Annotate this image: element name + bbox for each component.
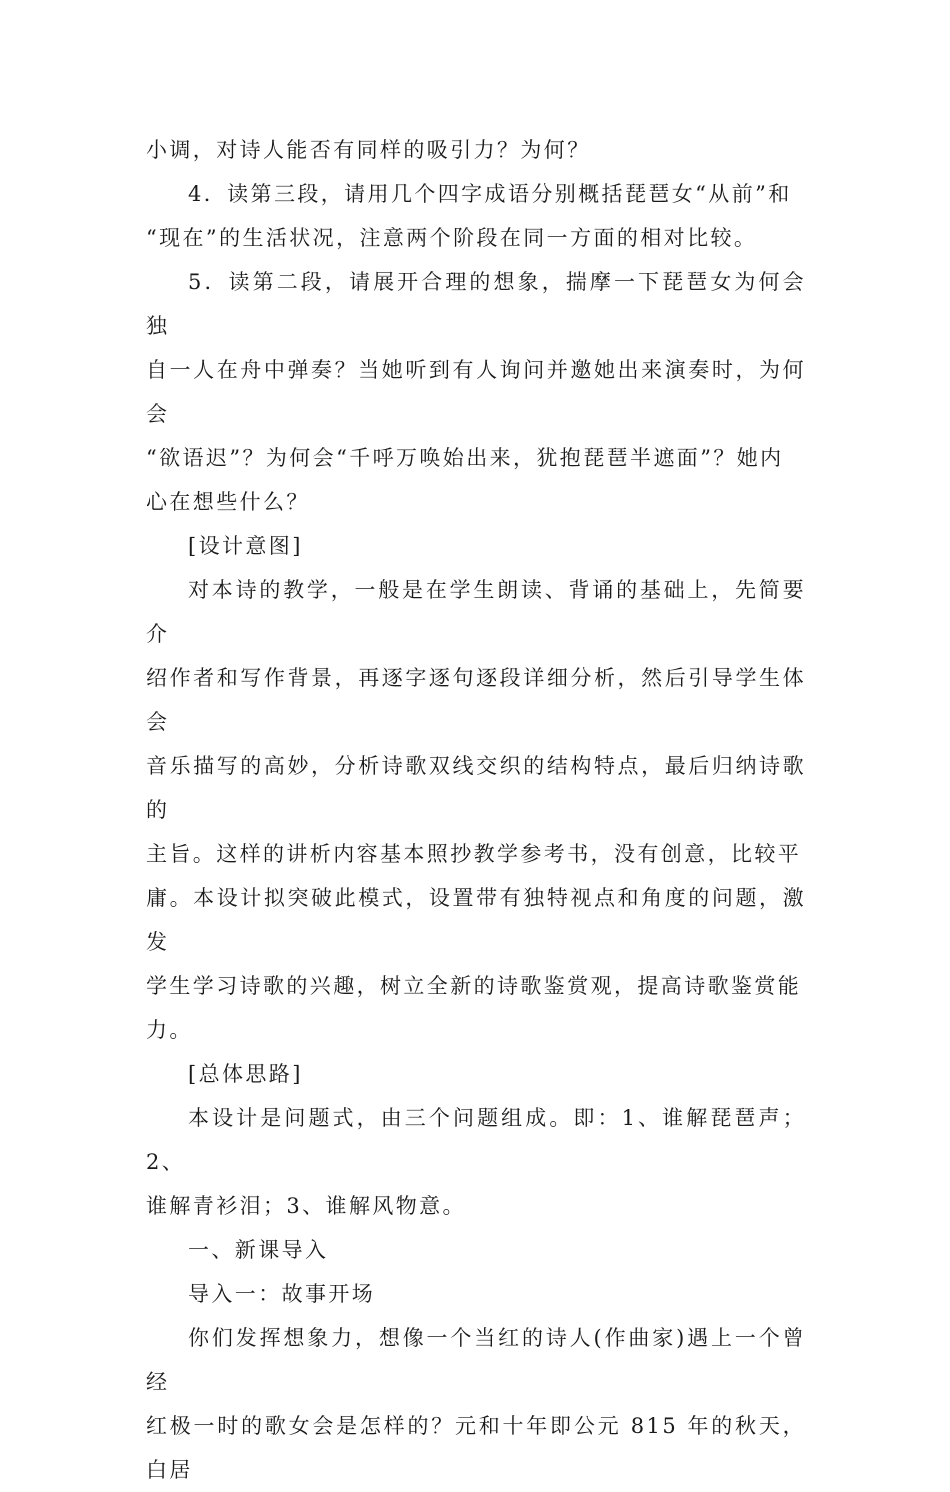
text-line: 红极一时的歌女会是怎样的？元和十年即公元 815 年的秋天，白居 — [146, 1414, 806, 1482]
text-line: 自一人在舟中弹奏？当她听到有人询问并邀她出来演奏时，为何会 — [146, 358, 806, 426]
text-line: 小调，对诗人能否有同样的吸引力？为何？ — [146, 138, 591, 162]
text-line: 主旨。这样的讲析内容基本照抄教学参考书，没有创意，比较平 — [146, 842, 802, 866]
text-line: 对本诗的教学，一般是在学生朗读、背诵的基础上，先简要介 — [146, 578, 806, 646]
text-line: 一、新课导入 — [188, 1238, 329, 1262]
text-line: 5．读第二段，请展开合理的想象，揣摩一下琵琶女为何会独 — [146, 270, 806, 338]
text-line: “现在”的生活状况，注意两个阶段在同一方面的相对比较。 — [146, 226, 758, 250]
text-line: 本设计是问题式，由三个问题组成。即：1、谁解琵琶声；2、 — [146, 1106, 806, 1174]
text-line: 学生学习诗歌的兴趣，树立全新的诗歌鉴赏观，提高诗歌鉴赏能 — [146, 974, 802, 998]
text-line: 心在想些什么？ — [146, 490, 310, 514]
document-body — [146, 128, 806, 1492]
text-line: 绍作者和写作背景，再逐字逐句逐段详细分析，然后引导学生体会 — [146, 666, 806, 734]
text-line: 4．读第三段，请用几个四字成语分别概括琵琶女“从前”和 — [188, 182, 792, 206]
text-line: [总体思路] — [188, 1062, 303, 1086]
text-line: 音乐描写的高妙，分析诗歌双线交织的结构特点，最后归纳诗歌的 — [146, 754, 806, 822]
text-line: 谁解青衫泪；3、谁解风物意。 — [146, 1194, 466, 1218]
text-line: 力。 — [146, 1018, 193, 1042]
text-line: [设计意图] — [188, 534, 303, 558]
text-line: 你们发挥想象力，想像一个当红的诗人(作曲家)遇上一个曾经 — [146, 1326, 806, 1394]
text-line: “欲语迟”？为何会“千呼万唤始出来，犹抱琵琶半遮面”？她内 — [146, 446, 784, 470]
text-line: 庸。本设计拟突破此模式，设置带有独特视点和角度的问题，激发 — [146, 886, 806, 954]
text-line: 导入一：故事开场 — [188, 1282, 376, 1306]
